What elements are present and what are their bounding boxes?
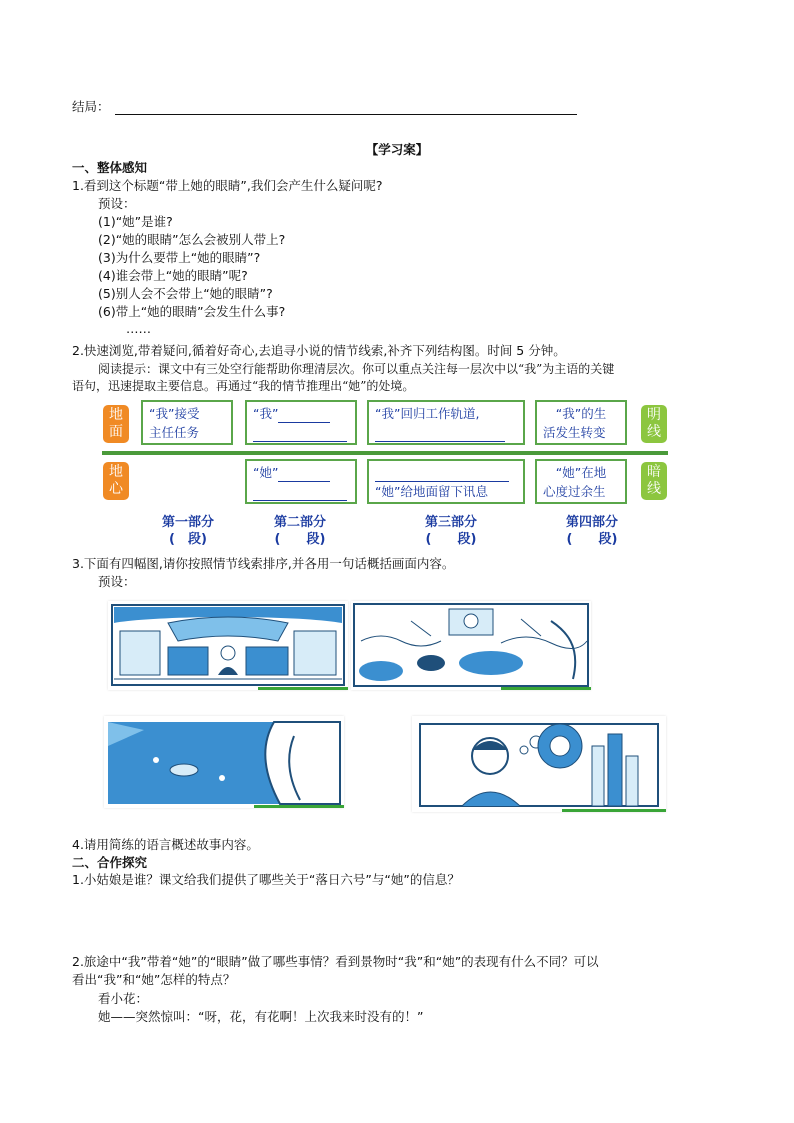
preset-item: (3)为什么要带上“她的眼睛”? [98,250,261,265]
part-name: 第三部分 [424,515,477,530]
box-text: 主任任务 [149,425,200,440]
panel-accent-bar [254,805,344,808]
part-name: 第二部分 [273,515,326,530]
question-3: 3.下面有四幅图,请你按照情节线索排序,并各用一句话概括画面内容。 [72,556,455,571]
plot-box-core-2[interactable] [367,459,525,504]
fill-blank[interactable] [253,486,347,501]
comic-panel-cockpit [108,601,348,690]
subheading-flower: 看小花： [98,991,149,1006]
box-text: “她” [253,465,279,480]
plot-box-core-1[interactable] [245,459,357,504]
preset-item: (6)带上“她的眼睛”会发生什么事? [98,304,286,319]
box-text: 活发生转变 [543,425,606,440]
preset-item: (4)谁会带上“她的眼睛”呢? [98,268,248,283]
comic-panel-underground [351,601,591,690]
comic-panel-thinking [412,716,666,812]
cockpit-illustration [108,601,348,690]
reading-tip: 阅读提示：课文中有三处空行能帮助你理清层次。你可以重点关注每一层次中以“我”为主语的关键 [98,362,615,376]
plot-box-ground-2[interactable] [245,400,357,445]
box-text: “她”在地 [555,465,607,480]
fill-blank[interactable] [375,467,509,482]
preset-label-2: 预设： [98,574,136,589]
box-text: “我”的生 [555,406,607,421]
part-paragraph[interactable]: ( 段) [425,532,477,547]
part-paragraph[interactable]: ( 段) [169,532,207,547]
ending-answer-line[interactable] [115,114,577,115]
section-title: 【学习案】 [365,142,429,157]
timeline-divider [102,451,668,455]
panel-accent-bar [501,687,591,690]
question-2-2: 2.旅途中“我”带着“她”的“眼睛”做了哪些事情？看到景物时“我”和“她”的表现有什么不同？可以 [72,954,599,969]
box-text: “我” [253,406,279,421]
question-2: 2.快速浏览,带着疑问,循着好奇心,去追寻小说的情节线索,补齐下列结构图。时间 5 分钟。 [72,343,566,358]
part-label-1 [140,514,236,548]
reading-tip-cont: 语句，迅速提取主要信息。再通过“我的情节推理出“她”的处境。 [72,379,415,393]
box-text: “我”回归工作轨道, [375,406,480,421]
part-label-4 [544,514,640,548]
fill-blank[interactable] [375,427,505,442]
ending-label: 结局： [72,99,110,114]
label-ground: 地面 [103,405,129,443]
part-label-2 [252,514,348,548]
box-text: “我”接受 [149,406,200,421]
question-2-2-cont: 看出“我”和“她”怎样的特点？ [72,972,236,987]
preset-item: (5)别人会不会带上“她的眼睛”? [98,286,273,301]
question-4: 4.请用简练的语言概述故事内容。 [72,837,259,852]
quote-text: 她——突然惊叫：“呀，花，有花啊！上次我来时没有的！” [98,1009,424,1024]
part-paragraph[interactable]: ( 段) [274,532,326,547]
fill-blank[interactable] [253,427,347,442]
label-hidden-line: 暗线 [641,462,667,500]
plot-box-core-3 [535,459,627,504]
part-paragraph[interactable]: ( 段) [566,532,618,547]
part-name: 第一部分 [161,515,214,530]
box-text: “她”给地面留下讯息 [375,484,488,499]
part2-heading: 二、合作探究 [72,855,148,870]
part-name: 第四部分 [565,515,618,530]
fill-blank[interactable] [278,467,330,482]
spacesuit-illustration [104,716,344,808]
panel-accent-bar [258,687,348,690]
ellipsis: …… [126,321,151,336]
question-1: 1.看到这个标题“带上她的眼睛”,我们会产生什么疑问呢? [72,178,383,193]
plot-box-ground-1 [141,400,233,445]
plot-box-ground-3[interactable] [367,400,525,445]
preset-item: (2)“她的眼睛”怎么会被别人带上? [98,232,286,247]
underground-illustration [351,601,591,690]
comic-panel-spacesuit [104,716,344,808]
label-earth-core: 地心 [103,462,129,500]
panel-accent-bar [562,809,666,812]
preset-label: 预设： [98,196,136,211]
thinking-man-illustration [412,716,666,812]
box-text: 心度过余生 [543,484,606,499]
label-main-line: 明线 [641,405,667,443]
part-label-3 [403,514,499,548]
plot-box-ground-4 [535,400,627,445]
preset-item: (1)“她”是谁? [98,214,173,229]
fill-blank[interactable] [278,408,330,423]
part1-heading: 一、整体感知 [72,160,148,175]
question-2-1: 1.小姑娘是谁？课文给我们提供了哪些关于“落日六号”与“她”的信息？ [72,872,460,887]
